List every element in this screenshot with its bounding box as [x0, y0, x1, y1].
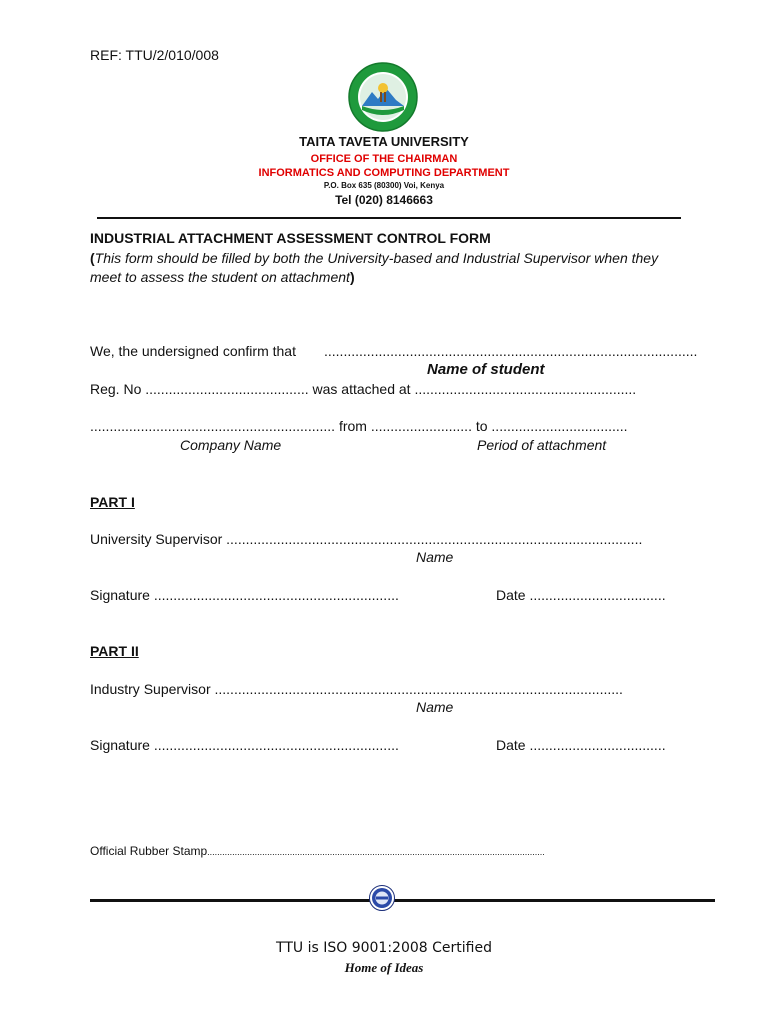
student-name-field[interactable]: ................................................................................................ — [324, 343, 698, 359]
part-two-heading: PART II — [90, 643, 139, 659]
reference-number: REF: TTU/2/010/008 — [90, 47, 219, 63]
iso-seal-icon — [369, 885, 395, 911]
company-name-caption: Company Name — [180, 437, 282, 453]
note-text: This form should be filled by both the University-based and Industrial Supervisor when they meet to assess the student on attachment — [90, 250, 659, 285]
header-divider — [97, 217, 681, 219]
industry-signature-line[interactable]: Signature ............................................................... — [90, 737, 399, 753]
form-instructions — [90, 249, 690, 287]
university-name: TAITA TAVETA UNIVERSITY — [299, 134, 469, 149]
note-close-paren: ) — [349, 269, 355, 285]
postal-address: P.O. Box 635 (80300) Voi, Kenya — [323, 181, 445, 190]
form-title: INDUSTRIAL ATTACHMENT ASSESSMENT CONTROL FORM — [90, 230, 491, 246]
stamp-label: Official Rubber Stamp — [90, 844, 208, 858]
iso-certification: TTU is ISO 9001:2008 Certified — [276, 940, 492, 956]
part-one-heading: PART I — [90, 494, 135, 510]
department-title: INFORMATICS AND COMPUTING DEPARTMENT — [258, 167, 510, 179]
official-stamp-line[interactable] — [90, 844, 545, 858]
university-date-line[interactable]: Date ................................... — [496, 587, 666, 603]
period-caption: Period of attachment — [477, 437, 607, 453]
footer-divider — [90, 899, 715, 902]
motto: Home of Ideas — [344, 960, 424, 975]
industry-supervisor-line[interactable]: Industry Supervisor ......................................................................................................... — [90, 681, 623, 697]
reg-number-line[interactable]: Reg. No .......................................... was attached at ......................................................... — [90, 381, 637, 397]
stamp-dots: ....................................................................................................................................... — [207, 847, 545, 857]
confirm-label: We, the undersigned confirm that — [90, 343, 296, 359]
office-title: OFFICE OF THE CHAIRMAN — [310, 153, 458, 165]
university-crest-icon — [348, 62, 418, 132]
industry-date-line[interactable]: Date ................................... — [496, 737, 666, 753]
university-signature-line[interactable]: Signature ............................................................... — [90, 587, 399, 603]
telephone: Tel (020) 8146663 — [335, 193, 433, 207]
university-supervisor-line[interactable]: University Supervisor ........................................................................................................... — [90, 531, 643, 547]
company-period-line[interactable]: ............................................................... from .......................... to ................................... — [90, 418, 628, 434]
university-supervisor-name-caption: Name — [416, 549, 454, 565]
student-name-caption: Name of student — [427, 361, 545, 378]
industry-supervisor-name-caption: Name — [416, 699, 454, 715]
note-open-paren: ( — [90, 250, 95, 266]
